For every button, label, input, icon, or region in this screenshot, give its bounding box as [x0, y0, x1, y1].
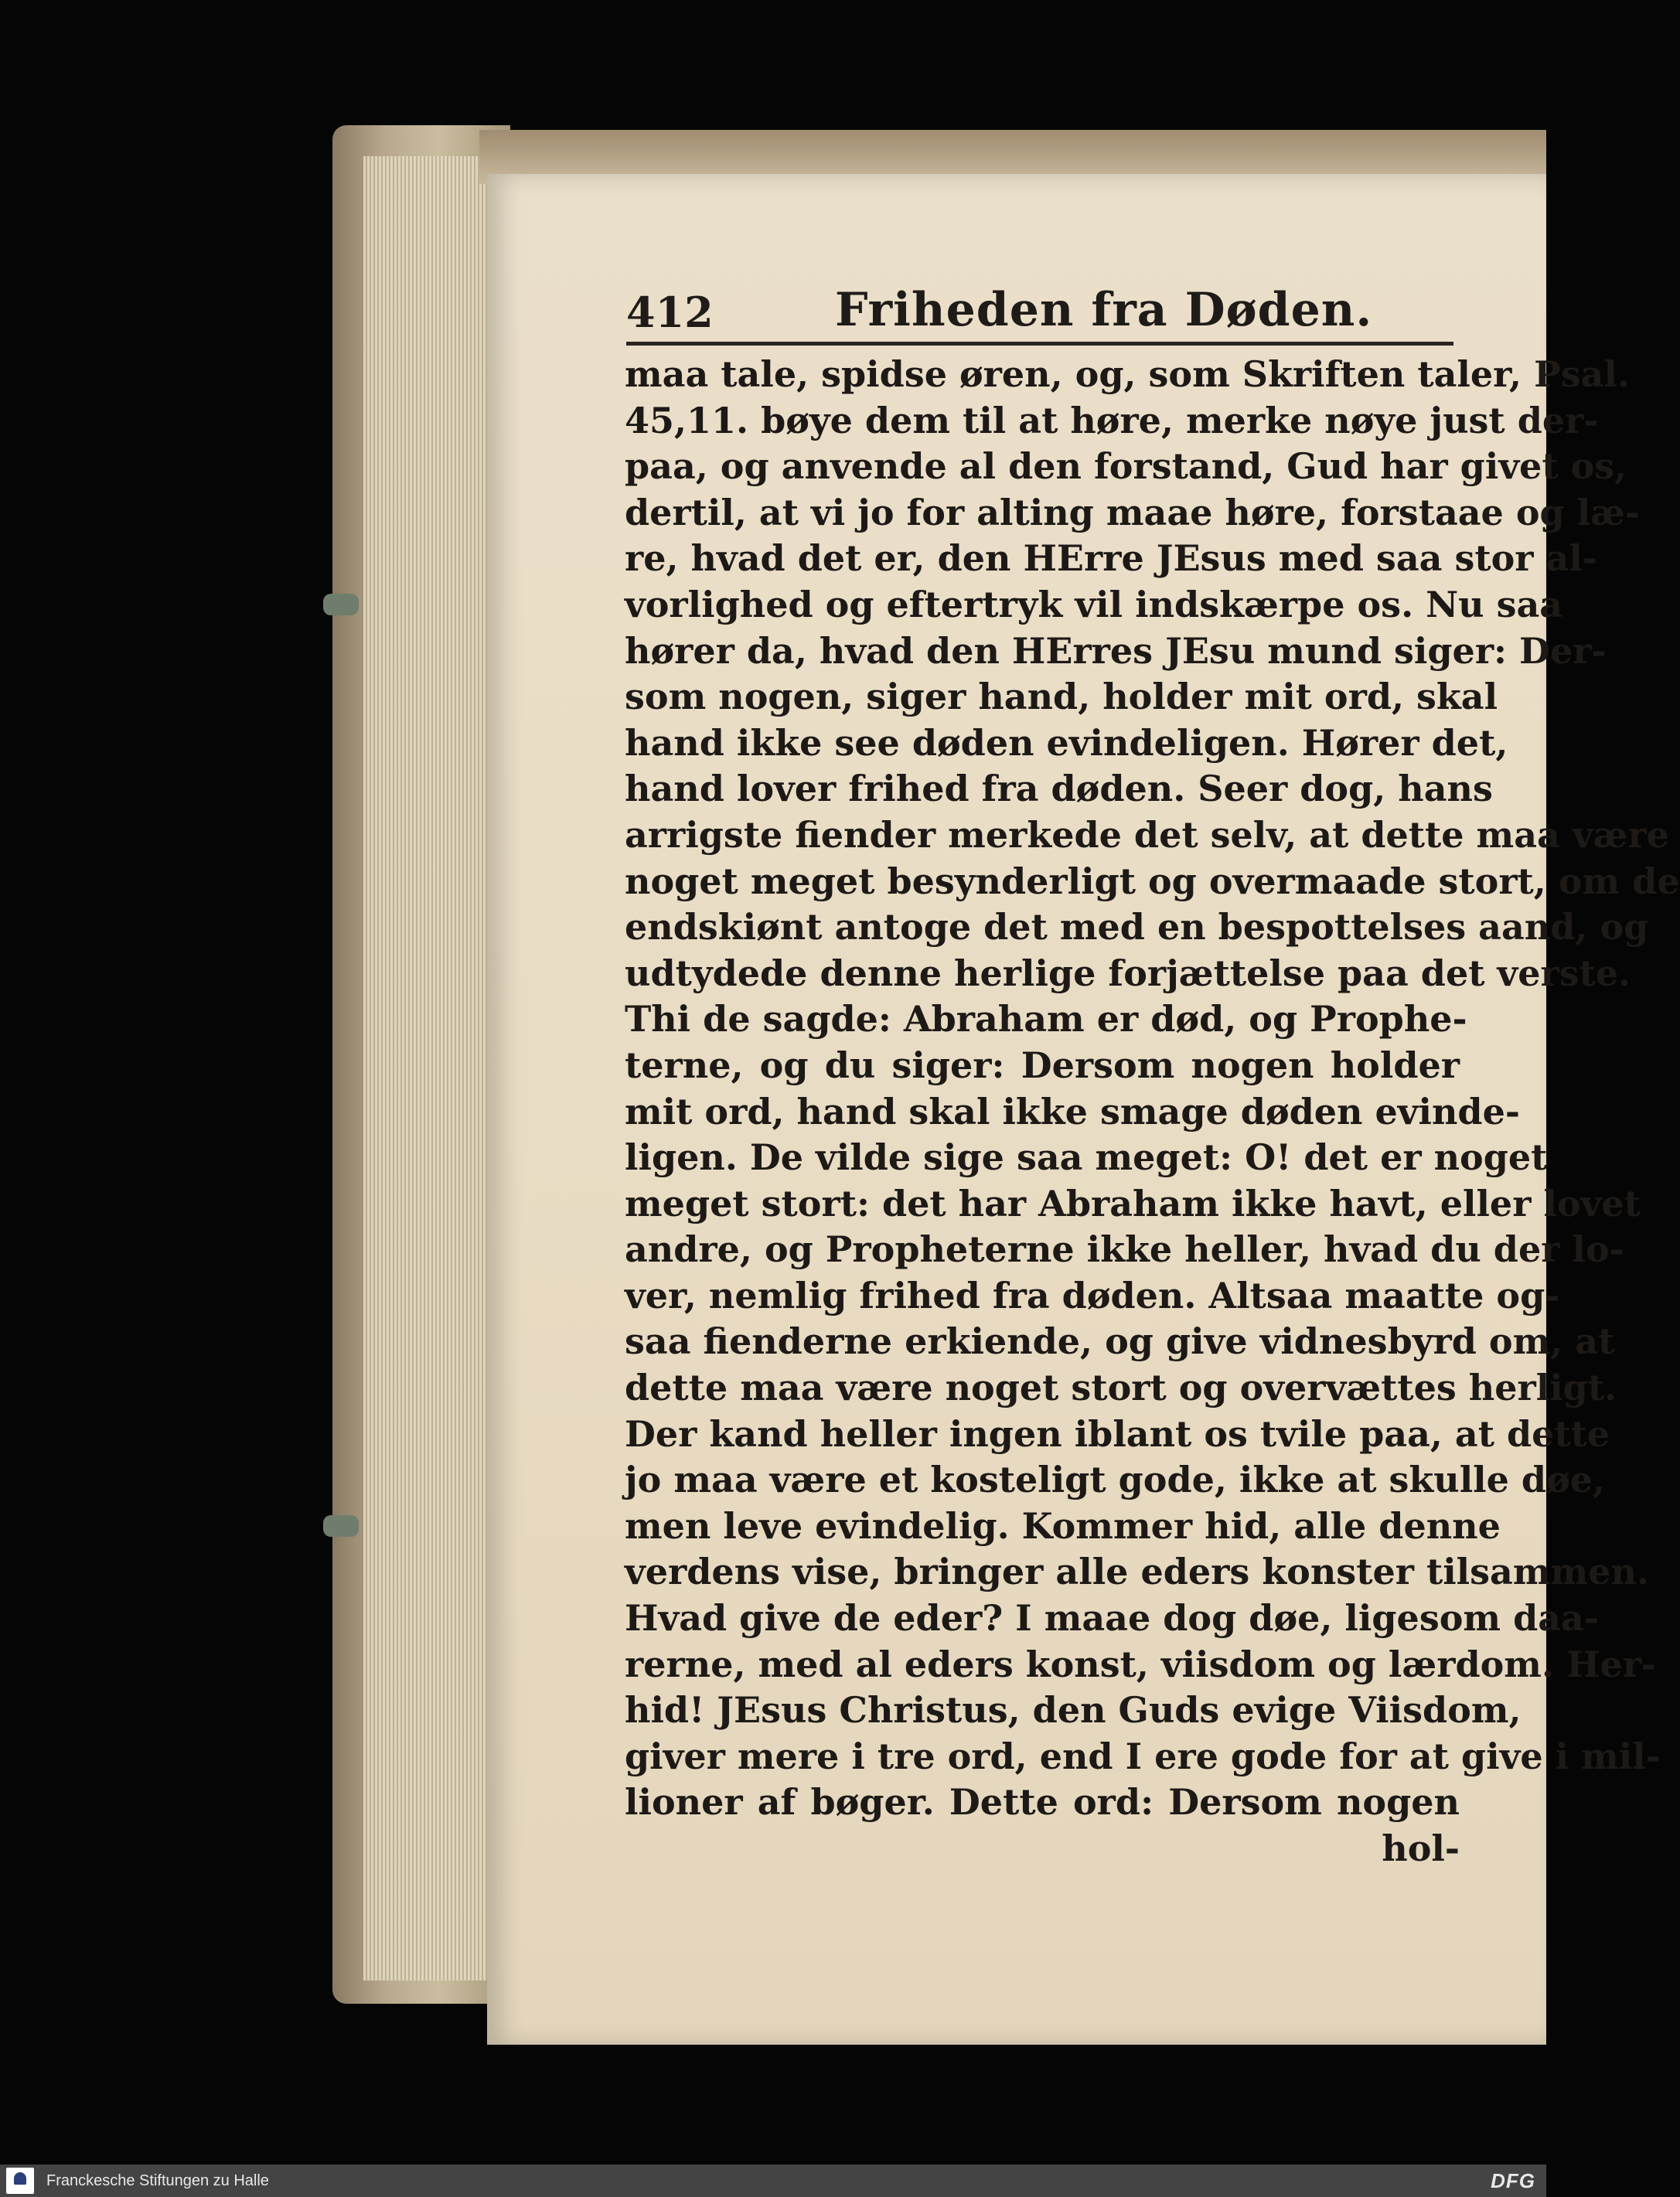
- text-line: ligen. De vilde sige saa meget: O! det er noget: [625, 1136, 1548, 1179]
- text-line: meget stort: det har Abraham ikke havt, eller lovet: [625, 1182, 1641, 1225]
- text-line: hand ikke see døden evindeligen. Hører det,: [625, 721, 1508, 764]
- text-line: dette maa være noget stort og overvættes herligt.: [625, 1367, 1617, 1409]
- text-line: mit ord, hand skal ikke smage døden evinde-: [625, 1090, 1520, 1133]
- body-text: [625, 352, 1680, 1872]
- text-line: rerne, med al eders konst, viisdom og lærdom. Her-: [625, 1643, 1657, 1685]
- text-line: hand lover frihed fra døden. Seer dog, hans: [625, 768, 1493, 810]
- text-line: Hvad give de eder? I maae dog døe, ligesom daa-: [625, 1597, 1599, 1640]
- text-line: udtydede denne herlige forjættelse paa det verste.: [625, 952, 1631, 994]
- text-line: maa tale, spidse øren, og, som Skriften taler, Psal.: [625, 353, 1630, 395]
- text-line: andre, og Propheterne ikke heller, hvad du der lo-: [625, 1228, 1624, 1271]
- text-line: 45,11. bøye dem til at høre, merke nøye just der-: [625, 399, 1599, 441]
- viewer-footer: [0, 2165, 1546, 2197]
- text-line: ver, nemlig frihed fra døden. Altsaa maatte og-: [625, 1274, 1560, 1316]
- text-line: re, hvad det er, den HErre JEsus med saa stor al-: [625, 537, 1597, 580]
- text-line: noget meget besynderligt og overmaade stort, om de: [625, 860, 1680, 902]
- text-line: Der kand heller ingen iblant os tvile paa, at dette: [625, 1412, 1610, 1455]
- text-line: som nogen, siger hand, holder mit ord, skal: [625, 676, 1498, 718]
- text-line: men leve evindelig. Kommer hid, alle denne: [625, 1504, 1501, 1547]
- text-line: terne, og du siger: Dersom nogen holder: [625, 1044, 1460, 1086]
- book-page-edges: [332, 125, 510, 2004]
- text-line: hører da, hvad den HErres JEsu mund siger: Der-: [625, 629, 1607, 672]
- text-line: paa, og anvende al den forstand, Gud har givet os,: [625, 445, 1627, 488]
- page-header: [626, 283, 1453, 346]
- text-line: endskiønt antoge det med en bespottelses aand, og: [625, 906, 1649, 949]
- dfg-badge: DFG: [1491, 2169, 1535, 2192]
- page-number: 412: [626, 288, 714, 337]
- footer-source: Franckesche Stiftungen zu Halle: [46, 2172, 269, 2189]
- text-line: vorlighed og eftertryk vil indskærpe os. Nu saa: [625, 583, 1563, 625]
- clasp-bottom: [323, 1515, 359, 1537]
- text-line: verdens vise, bringer alle eders konster tilsammen.: [625, 1551, 1649, 1593]
- text-line: arrigste fiender merkede det selv, at dette maa være: [625, 813, 1669, 856]
- text-line: giver mere i tre ord, end I ere gode for at give i mil-: [625, 1735, 1661, 1777]
- text-line: saa fienderne erkiende, og give vidnesbyrd om, at: [625, 1320, 1615, 1363]
- text-line: lioner af bøger. Dette ord: Dersom nogen: [625, 1781, 1460, 1824]
- running-title: Friheden fra Døden.: [835, 283, 1373, 337]
- text-line: dertil, at vi jo for alting maae høre, forstaae og læ-: [625, 491, 1641, 533]
- text-line: hol-: [1382, 1827, 1460, 1869]
- text-line: jo maa være et kosteligt gode, ikke at skulle døe,: [625, 1459, 1606, 1501]
- institution-logo-icon: [6, 2168, 34, 2194]
- text-line: Thi de sagde: Abraham er død, og Prophe-: [625, 998, 1467, 1041]
- clasp-top: [323, 594, 359, 615]
- text-line: hid! JEsus Christus, den Guds evige Viisdom,: [625, 1689, 1522, 1732]
